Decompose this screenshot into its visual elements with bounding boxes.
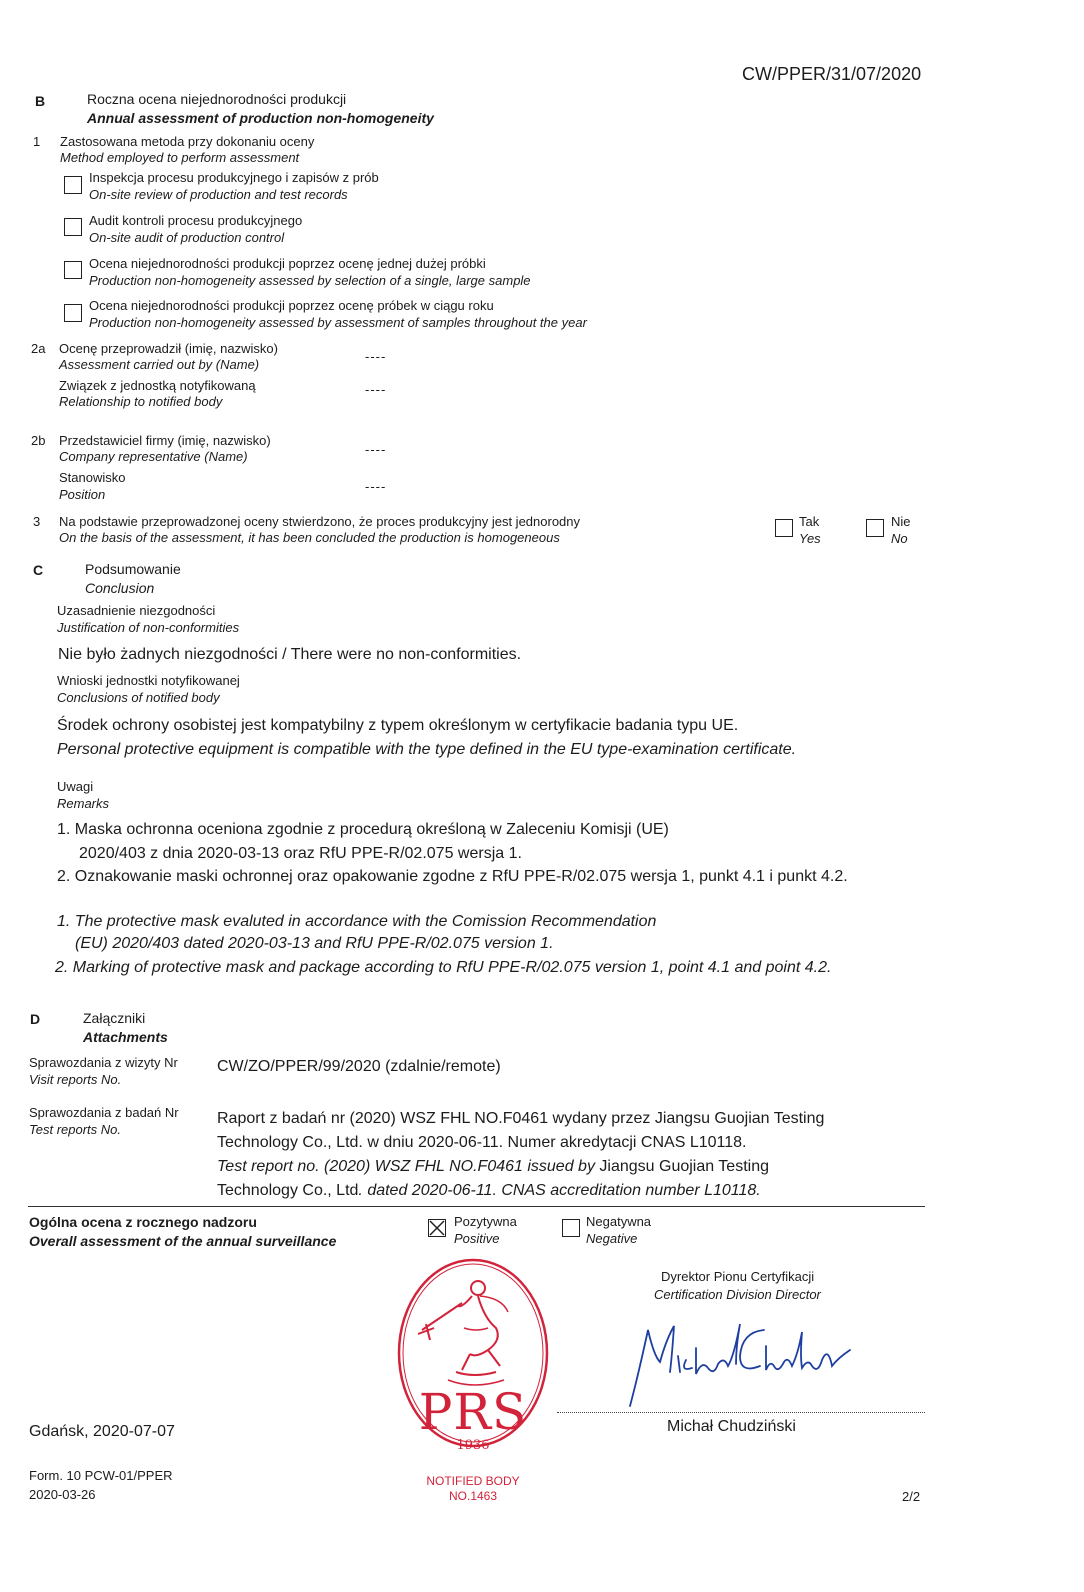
stamp-number: NO.1463: [448, 1489, 498, 1503]
option-yearly-samples-checkbox[interactable]: [64, 304, 82, 322]
remark-2: 2. Oznakowanie maski ochronnej oraz opakowanie zgodne z RfU PPE-R/02.075 wersja 1, punkt 4.1 i punkt 4.2.: [57, 868, 848, 885]
assessor-name-label-en: Assessment carried out by (Name): [59, 357, 260, 372]
remark-1-en-continued: (EU) 2020/403 dated 2020-03-13 and RfU PPE-R/02.075 version 1.: [75, 935, 554, 952]
company-rep-label-en: Company representative (Name): [59, 449, 248, 464]
option-audit-label-en: On-site audit of production control: [89, 230, 285, 245]
signatory-role-en: Certification Division Director: [654, 1287, 821, 1302]
item-3-number: 3: [33, 514, 41, 529]
section-c-letter: C: [33, 562, 44, 578]
company-rep-value: ----: [365, 442, 387, 457]
test-report-en-part-3: Technology Co., Ltd: [217, 1182, 359, 1199]
option-review-label-en: On-site review of production and test records: [89, 187, 348, 202]
position-label: Stanowisko: [59, 470, 126, 485]
position-value: ----: [365, 479, 387, 494]
homogeneous-no-checkbox[interactable]: [866, 519, 884, 537]
place-date: Gdańsk, 2020-07-07: [29, 1423, 175, 1440]
option-single-sample-checkbox[interactable]: [64, 261, 82, 279]
remarks-label: Uwagi: [57, 779, 94, 794]
section-d-title: Załączniki: [83, 1010, 146, 1026]
section-c-title-en: Conclusion: [85, 580, 155, 596]
conclusions-label-en: Conclusions of notified body: [57, 690, 220, 705]
item-1-number: 1: [33, 134, 41, 149]
test-report-en-part-1: Test report no. (2020) WSZ FHL NO.F0461 issued by: [217, 1158, 595, 1175]
test-reports-label-en: Test reports No.: [29, 1122, 122, 1137]
option-single-sample-label-en: Production non-homogeneity assessed by selection of a single, large sample: [89, 273, 531, 288]
item-2b-number: 2b: [31, 433, 46, 448]
negative-label: Negatywna: [586, 1214, 652, 1229]
negative-label-en: Negative: [586, 1231, 638, 1246]
homogeneous-statement-en: On the basis of the assessment, it has been concluded the production is homogeneous: [59, 530, 560, 545]
handwritten-signature: [624, 1316, 864, 1410]
signatory-role: Dyrektor Pionu Certyfikacji: [661, 1269, 815, 1284]
remark-1-en: 1. The protective mask evaluted in accordance with the Comission Recommendation: [57, 913, 657, 930]
company-rep-label: Przedstawiciel firmy (imię, nazwisko): [59, 433, 271, 448]
visit-reports-label: Sprawozdania z wizyty Nr: [29, 1055, 178, 1070]
position-label-en: Position: [59, 487, 106, 502]
homogeneous-yes-checkbox[interactable]: [775, 519, 793, 537]
overall-assessment-title-en: Overall assessment of the annual surveillance: [29, 1233, 337, 1249]
justification-label: Uzasadnienie niezgodności: [57, 603, 216, 618]
divider-line: [28, 1206, 925, 1207]
relationship-label: Związek z jednostką notyfikowaną: [59, 378, 256, 393]
justification-value: Nie było żadnych niezgodności / There were no non-conformities.: [58, 646, 522, 663]
item-2a-number: 2a: [31, 341, 46, 356]
assessor-name-value: ----: [365, 349, 387, 364]
homogeneous-statement: Na podstawie przeprowadzonej oceny stwierdzono, że proces produkcyjny jest jednorodny: [59, 514, 581, 529]
option-audit-checkbox[interactable]: [64, 218, 82, 236]
positive-checkbox[interactable]: [428, 1219, 446, 1237]
remark-2-en: 2. Marking of protective mask and package according to RfU PPE-R/02.075 version 1, point 4.1 and point 4.2.: [55, 959, 832, 976]
section-b-title: Roczna ocena niejednorodności produkcji: [87, 91, 347, 107]
no-label: Nie: [891, 514, 911, 529]
assessor-name-label: Ocenę przeprowadził (imię, nazwisko): [59, 341, 278, 356]
test-report-line-3: [217, 1156, 769, 1178]
stamp-notified-body: NOTIFIED BODY: [426, 1474, 520, 1488]
overall-assessment-title: Ogólna ocena z rocznego nadzoru: [29, 1214, 257, 1230]
visit-report-number: CW/ZO/PPER/99/2020 (zdalnie/remote): [217, 1058, 501, 1075]
positive-label: Pozytywna: [454, 1214, 517, 1229]
negative-checkbox[interactable]: [562, 1219, 580, 1237]
section-c-title: Podsumowanie: [85, 561, 181, 577]
stamp-brand: PRS: [418, 1383, 528, 1441]
remarks-label-en: Remarks: [57, 796, 110, 811]
conclusion-value-en: Personal protective equipment is compatible with the type defined in the EU type-examination certificate.: [57, 741, 797, 758]
justification-label-en: Justification of non-conformities: [57, 620, 240, 635]
prs-stamp: [392, 1258, 554, 1508]
conclusions-label: Wnioski jednostki notyfikowanej: [57, 673, 240, 688]
positive-label-en: Positive: [454, 1231, 500, 1246]
remark-1: 1. Maska ochronna oceniona zgodnie z procedurą określoną w Zaleceniu Komisji (UE): [57, 821, 669, 838]
option-yearly-samples-label: Ocena niejednorodności produkcji poprzez ocenę próbek w ciągu roku: [89, 298, 494, 313]
section-b-title-en: Annual assessment of production non-homogeneity: [87, 110, 434, 126]
stamp-year: 1936: [456, 1438, 490, 1453]
test-report-line-2: Technology Co., Ltd. w dniu 2020-06-11. Numer akredytacji CNAS L10118.: [217, 1134, 747, 1151]
option-review-label: Inspekcja procesu produkcyjnego i zapisów z prób: [89, 170, 379, 185]
signature-graphic: [624, 1316, 864, 1410]
option-audit-label: Audit kontroli procesu produkcyjnego: [89, 213, 303, 228]
remark-1-continued: 2020/403 z dnia 2020-03-13 oraz RfU PPE-R/02.075 wersja 1.: [79, 845, 522, 862]
signatory-name: Michał Chudziński: [667, 1418, 796, 1435]
option-single-sample-label: Ocena niejednorodności produkcji poprzez ocenę jednej dużej próbki: [89, 256, 486, 271]
option-review-checkbox[interactable]: [64, 176, 82, 194]
conclusion-value: Środek ochrony osobistej jest kompatybilny z typem określonym w certyfikacie badania typu UE.: [57, 717, 739, 734]
check-x-icon: [429, 1220, 445, 1236]
option-yearly-samples-label-en: Production non-homogeneity assessed by assessment of samples throughout the year: [89, 315, 587, 330]
test-reports-label: Sprawozdania z badań Nr: [29, 1105, 179, 1120]
no-label-en: No: [891, 531, 908, 546]
section-d-title-en: Attachments: [83, 1029, 168, 1045]
page-number: 2/2: [902, 1489, 921, 1504]
document-reference: CW/PPER/31/07/2020: [742, 64, 922, 84]
test-report-line-4: [217, 1180, 761, 1202]
form-date: 2020-03-26: [29, 1487, 96, 1502]
signature-line: [557, 1412, 925, 1413]
method-label: Zastosowana metoda przy dokonaniu oceny: [60, 134, 315, 149]
test-report-en-part-2: Jiangsu Guojian Testing: [594, 1158, 769, 1175]
relationship-label-en: Relationship to notified body: [59, 394, 223, 409]
section-b-letter: B: [35, 93, 46, 109]
visit-reports-label-en: Visit reports No.: [29, 1072, 122, 1087]
test-report-line-1: Raport z badań nr (2020) WSZ FHL NO.F0461 wydany przez Jiangsu Guojian Testing: [217, 1110, 825, 1127]
section-d-letter: D: [30, 1011, 41, 1027]
yes-label: Tak: [799, 514, 820, 529]
relationship-value: ----: [365, 382, 387, 397]
form-number: Form. 10 PCW-01/PPER: [29, 1468, 173, 1483]
yes-label-en: Yes: [799, 531, 821, 546]
test-report-en-part-4: . dated 2020-06-11. CNAS accreditation number L10118.: [358, 1182, 761, 1199]
method-label-en: Method employed to perform assessment: [60, 150, 300, 165]
